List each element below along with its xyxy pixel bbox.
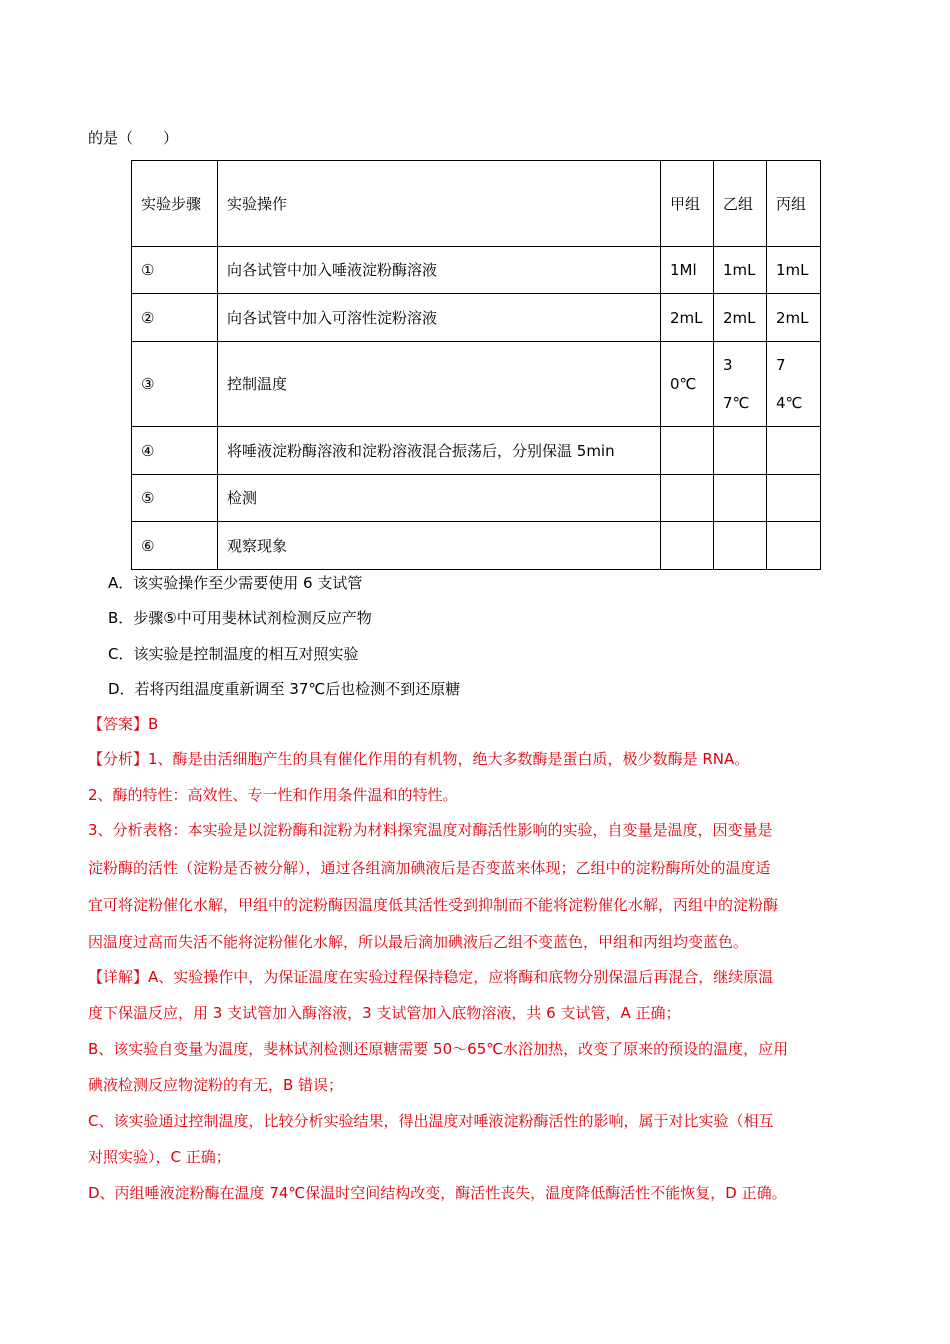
- detail-line: [88, 967, 773, 987]
- row-jia: 1Ml: [661, 247, 714, 294]
- experiment-table: [131, 160, 821, 570]
- detail-label: 【详解】: [88, 968, 149, 986]
- row-step: ④: [132, 427, 218, 475]
- detail-text: D、丙组唾液淀粉酶在温度 74℃保温时空间结构改变，酶活性丧失，温度降低酶活性不能恢复，D 正确。: [88, 1184, 787, 1202]
- row-yi: 37℃: [714, 342, 767, 427]
- analysis-label: 【分析】: [88, 750, 149, 768]
- row-bing: 1mL: [767, 247, 821, 294]
- header-step: 实验步骤: [132, 161, 218, 247]
- row-yi: [714, 475, 767, 522]
- row-jia: [661, 522, 714, 570]
- row-operation: 向各试管中加入唾液淀粉酶溶液: [218, 247, 661, 294]
- header-bing: 丙组: [767, 161, 821, 247]
- row-operation: 将唾液淀粉酶溶液和淀粉溶液混合振荡后，分别保温 5min: [218, 427, 661, 475]
- row-yi: [714, 427, 767, 475]
- table-row: [132, 294, 821, 342]
- answer-line: [88, 714, 158, 734]
- row-step: ①: [132, 247, 218, 294]
- row-step: ②: [132, 294, 218, 342]
- row-jia: [661, 427, 714, 475]
- row-jia: 2mL: [661, 294, 714, 342]
- header-operation: 实验操作: [218, 161, 661, 247]
- analysis-text: 1、酶是由活细胞产生的具有催化作用的有机物，绝大多数酶是蛋白质，极少数酶是 RNA。: [148, 750, 750, 768]
- analysis-text: 3、分析表格：本实验是以淀粉酶和淀粉为材料探究温度对酶活性影响的实验，自变量是温度，因变量是: [88, 821, 773, 839]
- option-b: B．步骤⑤中可用斐林试剂检测反应产物: [108, 609, 372, 627]
- table-row: [132, 427, 821, 475]
- row-yi: 2mL: [714, 294, 767, 342]
- row-yi: [714, 522, 767, 570]
- row-operation: 检测: [218, 475, 661, 522]
- analysis-line: [88, 749, 749, 769]
- row-bing: [767, 522, 821, 570]
- header-jia: 甲组: [661, 161, 714, 247]
- analysis-text: 宜可将淀粉催化水解，甲组中的淀粉酶因温度低其活性受到抑制而不能将淀粉催化水解，丙组中的淀粉酶: [88, 896, 779, 914]
- detail-text: B、该实验自变量为温度，斐林试剂检测还原糖需要 50～65℃水浴加热，改变了原来的预设的温度，应用: [88, 1040, 789, 1058]
- detail-text: 对照实验），C 正确；: [88, 1148, 231, 1166]
- table-row: [132, 475, 821, 522]
- table-row: [132, 342, 821, 427]
- detail-text: C、该实验通过控制温度，比较分析实验结果，得出温度对唾液淀粉酶活性的影响，属于对比实验（相互: [88, 1112, 774, 1130]
- answer-label: 【答案】: [88, 715, 149, 733]
- row-bing: [767, 427, 821, 475]
- option-a: A．该实验操作至少需要使用 6 支试管: [108, 574, 363, 592]
- option-c: C．该实验是控制温度的相互对照实验: [108, 645, 359, 663]
- detail-text: A、实验操作中，为保证温度在实验过程保持稳定，应将酶和底物分别保温后再混合，继续原温: [148, 968, 774, 986]
- row-jia: [661, 475, 714, 522]
- table-header-row: [132, 161, 821, 247]
- row-bing: 2mL: [767, 294, 821, 342]
- table-row: [132, 247, 821, 294]
- row-yi: 1mL: [714, 247, 767, 294]
- answer-value: B: [148, 715, 159, 733]
- header-yi: 乙组: [714, 161, 767, 247]
- row-bing: [767, 475, 821, 522]
- row-operation: 控制温度: [218, 342, 661, 427]
- analysis-text: 因温度过高而失活不能将淀粉催化水解，所以最后滴加碘液后乙组不变蓝色，甲组和丙组均变蓝色。: [88, 933, 749, 951]
- analysis-text: 淀粉酶的活性（淀粉是否被分解），通过各组滴加碘液后是否变蓝来体现；乙组中的淀粉酶所处的温度适: [88, 859, 771, 877]
- row-jia: 0℃: [661, 342, 714, 427]
- question-lead: 的是（ ）: [88, 129, 179, 147]
- analysis-text: 2、酶的特性：高效性、专一性和作用条件温和的特性。: [88, 786, 458, 804]
- row-bing: 74℃: [767, 342, 821, 427]
- row-step: ⑤: [132, 475, 218, 522]
- row-operation: 观察现象: [218, 522, 661, 570]
- detail-text: 碘液检测反应物淀粉的有无，B 错误；: [88, 1076, 344, 1094]
- row-step: ③: [132, 342, 218, 427]
- option-d: D．若将丙组温度重新调至 37℃后也检测不到还原糖: [108, 680, 461, 698]
- row-step: ⑥: [132, 522, 218, 570]
- detail-text: 度下保温反应，用 3 支试管加入酶溶液，3 支试管加入底物溶液，共 6 支试管，A 正确；: [88, 1004, 681, 1022]
- row-operation: 向各试管中加入可溶性淀粉溶液: [218, 294, 661, 342]
- table-row: [132, 522, 821, 570]
